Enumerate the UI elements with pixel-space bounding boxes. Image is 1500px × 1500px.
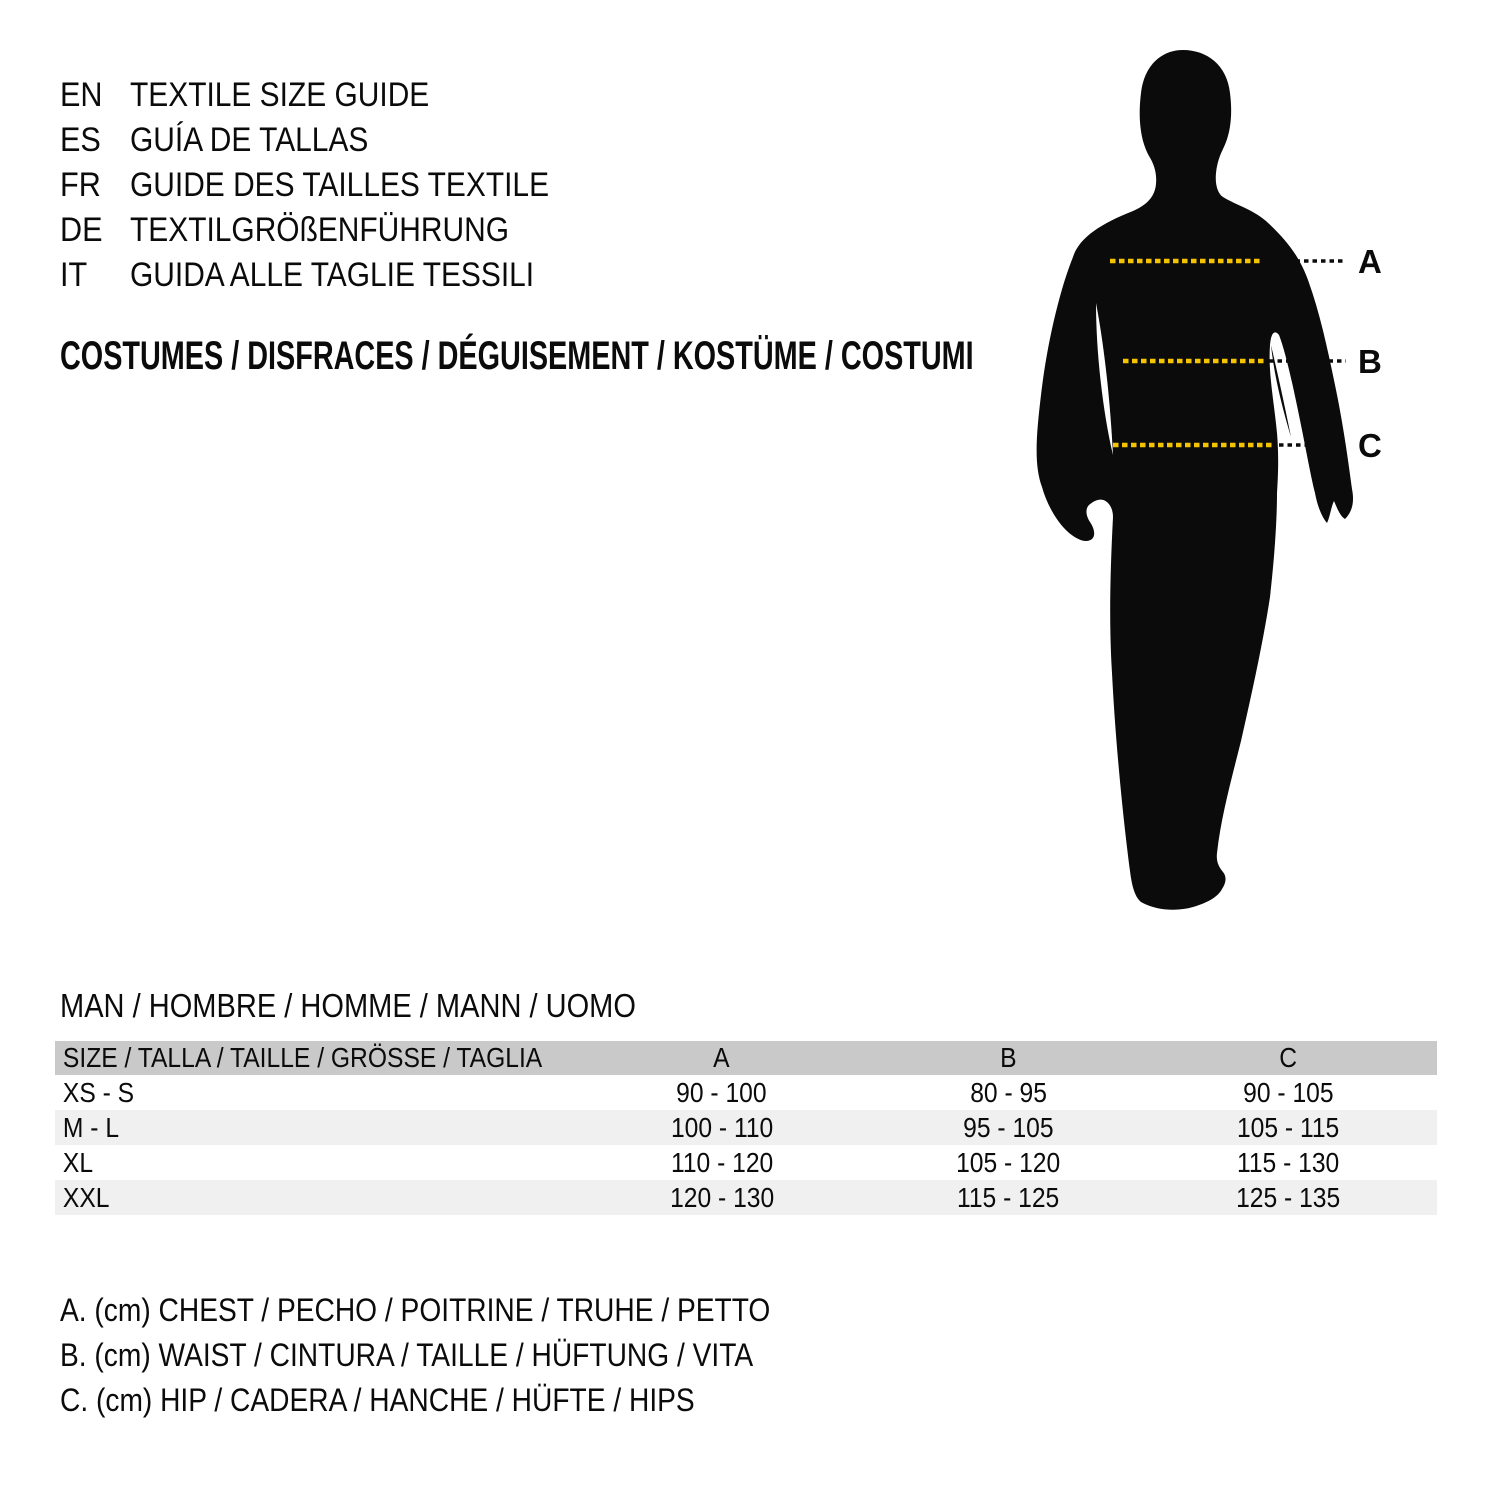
value-cell-a: 110 - 120 — [670, 1146, 773, 1178]
size-cell: XL — [62, 1146, 94, 1178]
value-cell-c: 90 - 105 — [1243, 1076, 1334, 1108]
language-title-list — [60, 73, 606, 298]
table-row — [55, 1180, 1437, 1215]
language-code: FR — [60, 166, 101, 204]
language-row — [60, 73, 606, 118]
language-row — [60, 163, 606, 208]
value-cell-c: 125 - 135 — [1236, 1181, 1341, 1213]
legend-hip: C. (cm) HIP / CADERA / HANCHE / HÜFTE / HIPS — [60, 1382, 695, 1418]
value-cell-a: 90 - 100 — [676, 1076, 768, 1108]
value-cell-b: 95 - 105 — [963, 1111, 1054, 1143]
language-code: ES — [60, 121, 101, 159]
size-column-header: SIZE / TALLA / TAILLE / GRÖSSE / TAGLIA — [62, 1042, 543, 1073]
value-cell-b: 105 - 120 — [956, 1146, 1061, 1178]
chest-measure-label: A — [1358, 243, 1382, 280]
waist-measure-label: B — [1358, 343, 1382, 380]
language-code: DE — [60, 211, 103, 249]
language-row — [60, 118, 606, 163]
value-cell-a: 120 - 130 — [669, 1181, 774, 1213]
man-silhouette — [1037, 50, 1353, 910]
legend-waist: B. (cm) WAIST / CINTURA / TAILLE / HÜFTUNG / VITA — [60, 1337, 754, 1373]
value-cell-c: 115 - 130 — [1237, 1146, 1340, 1178]
language-row — [60, 253, 606, 298]
size-cell: XXL — [62, 1181, 110, 1213]
language-title: GUIDA ALLE TAGLIE TESSILI — [130, 256, 535, 294]
table-row — [55, 1110, 1437, 1145]
table-header-row — [55, 1041, 1437, 1075]
silhouette-svg — [1030, 45, 1390, 945]
language-code: IT — [60, 256, 88, 294]
man-silhouette-figure — [1030, 45, 1390, 945]
value-cell-b: 115 - 125 — [957, 1181, 1060, 1213]
language-title: GUÍA DE TALLAS — [130, 121, 369, 159]
language-title: GUIDE DES TAILLES TEXTILE — [130, 166, 550, 204]
language-title: TEXTILE SIZE GUIDE — [130, 76, 430, 114]
table-row — [55, 1145, 1437, 1180]
value-cell-c: 105 - 115 — [1237, 1111, 1340, 1143]
value-cell-a: 100 - 110 — [670, 1111, 773, 1143]
category-heading: COSTUMES / DISFRACES / DÉGUISEMENT / KOSTÜME / COSTUMI — [60, 334, 974, 378]
size-table-header — [55, 1041, 1437, 1075]
column-header-a: A — [713, 1042, 731, 1073]
legend-chest: A. (cm) CHEST / PECHO / POITRINE / TRUHE / PETTO — [60, 1292, 771, 1328]
language-row — [60, 208, 606, 253]
size-cell: M - L — [62, 1111, 120, 1143]
language-title: TEXTILGRÖßENFÜHRUNG — [130, 211, 510, 249]
size-table — [55, 1041, 1437, 1215]
column-header-b: B — [1000, 1042, 1017, 1073]
size-cell: XS - S — [62, 1076, 135, 1108]
language-code: EN — [60, 76, 103, 114]
measurement-legend — [60, 1288, 867, 1423]
column-header-c: C — [1279, 1042, 1298, 1073]
section-label-man: MAN / HOMBRE / HOMME / MANN / UOMO — [60, 987, 636, 1024]
table-row — [55, 1075, 1437, 1110]
hip-measure-label: C — [1358, 427, 1382, 464]
value-cell-b: 80 - 95 — [970, 1076, 1047, 1108]
